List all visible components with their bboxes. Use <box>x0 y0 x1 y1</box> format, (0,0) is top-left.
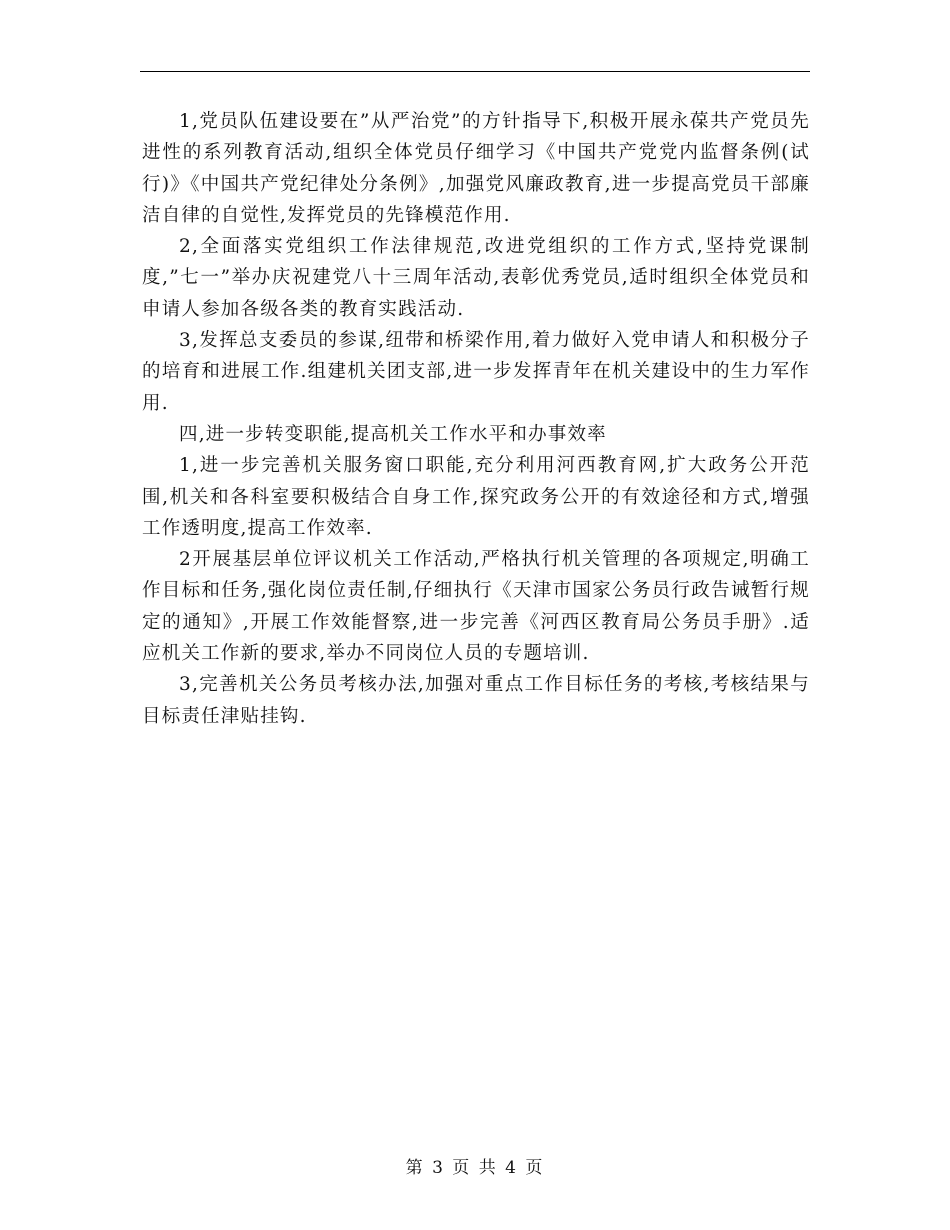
document-body <box>142 106 810 732</box>
paragraph-party-organization-rules: 2,全面落实党组织工作法律规范,改进党组织的工作方式,坚持党课制度,”七一”举办庆祝建党八十三周年活动,表彰优秀党员,适时组织全体党员和申请人参加各级各类的教育实践活动. <box>142 236 810 320</box>
paragraph-civil-servant-assessment: 3,完善机关公务员考核办法,加强对重点工作目标任务的考核,考核结果与目标责任津贴挂钩. <box>142 674 810 727</box>
header-rule <box>140 71 810 72</box>
section-heading-four: 四,进一步转变职能,提高机关工作水平和办事效率 <box>179 423 607 445</box>
paragraph-evaluation-activity: 2开展基层单位评议机关工作活动,严格执行机关管理的各项规定,明确工作目标和任务,强化岗位责任制,仔细执行《天津市国家公务员行政告诫暂行规定的通知》,开展工作效能督察,进一步完善《河西区教育局公务员手册》.适应机关工作新的要求,举办不同岗位人员的专题培训. <box>142 549 810 665</box>
page-number-footer: 第 3 页 共 4 页 <box>405 1158 545 1178</box>
paragraph-branch-committee-role: 3,发挥总支委员的参谋,纽带和桥梁作用,着力做好入党申请人和积极分子的培育和进展工作.组建机关团支部,进一步发挥青年在机关建设中的生力军作用. <box>142 330 810 414</box>
paragraph-party-team-building: 1,党员队伍建设要在”从严治党”的方针指导下,积极开展永葆共产党员先进性的系列教育活动,组织全体党员仔细学习《中国共产党党内监督条例(试行)》《中国共产党纪律处分条例》,加强党风廉政教育,进一步提高党员干部廉洁自律的自觉性,发挥党员的先锋模范作用. <box>142 111 810 226</box>
paragraph-service-window: 1,进一步完善机关服务窗口职能,充分利用河西教育网,扩大政务公开范围,机关和各科室要积极结合自身工作,探究政务公开的有效途径和方式,增强工作透明度,提高工作效率. <box>142 455 810 539</box>
